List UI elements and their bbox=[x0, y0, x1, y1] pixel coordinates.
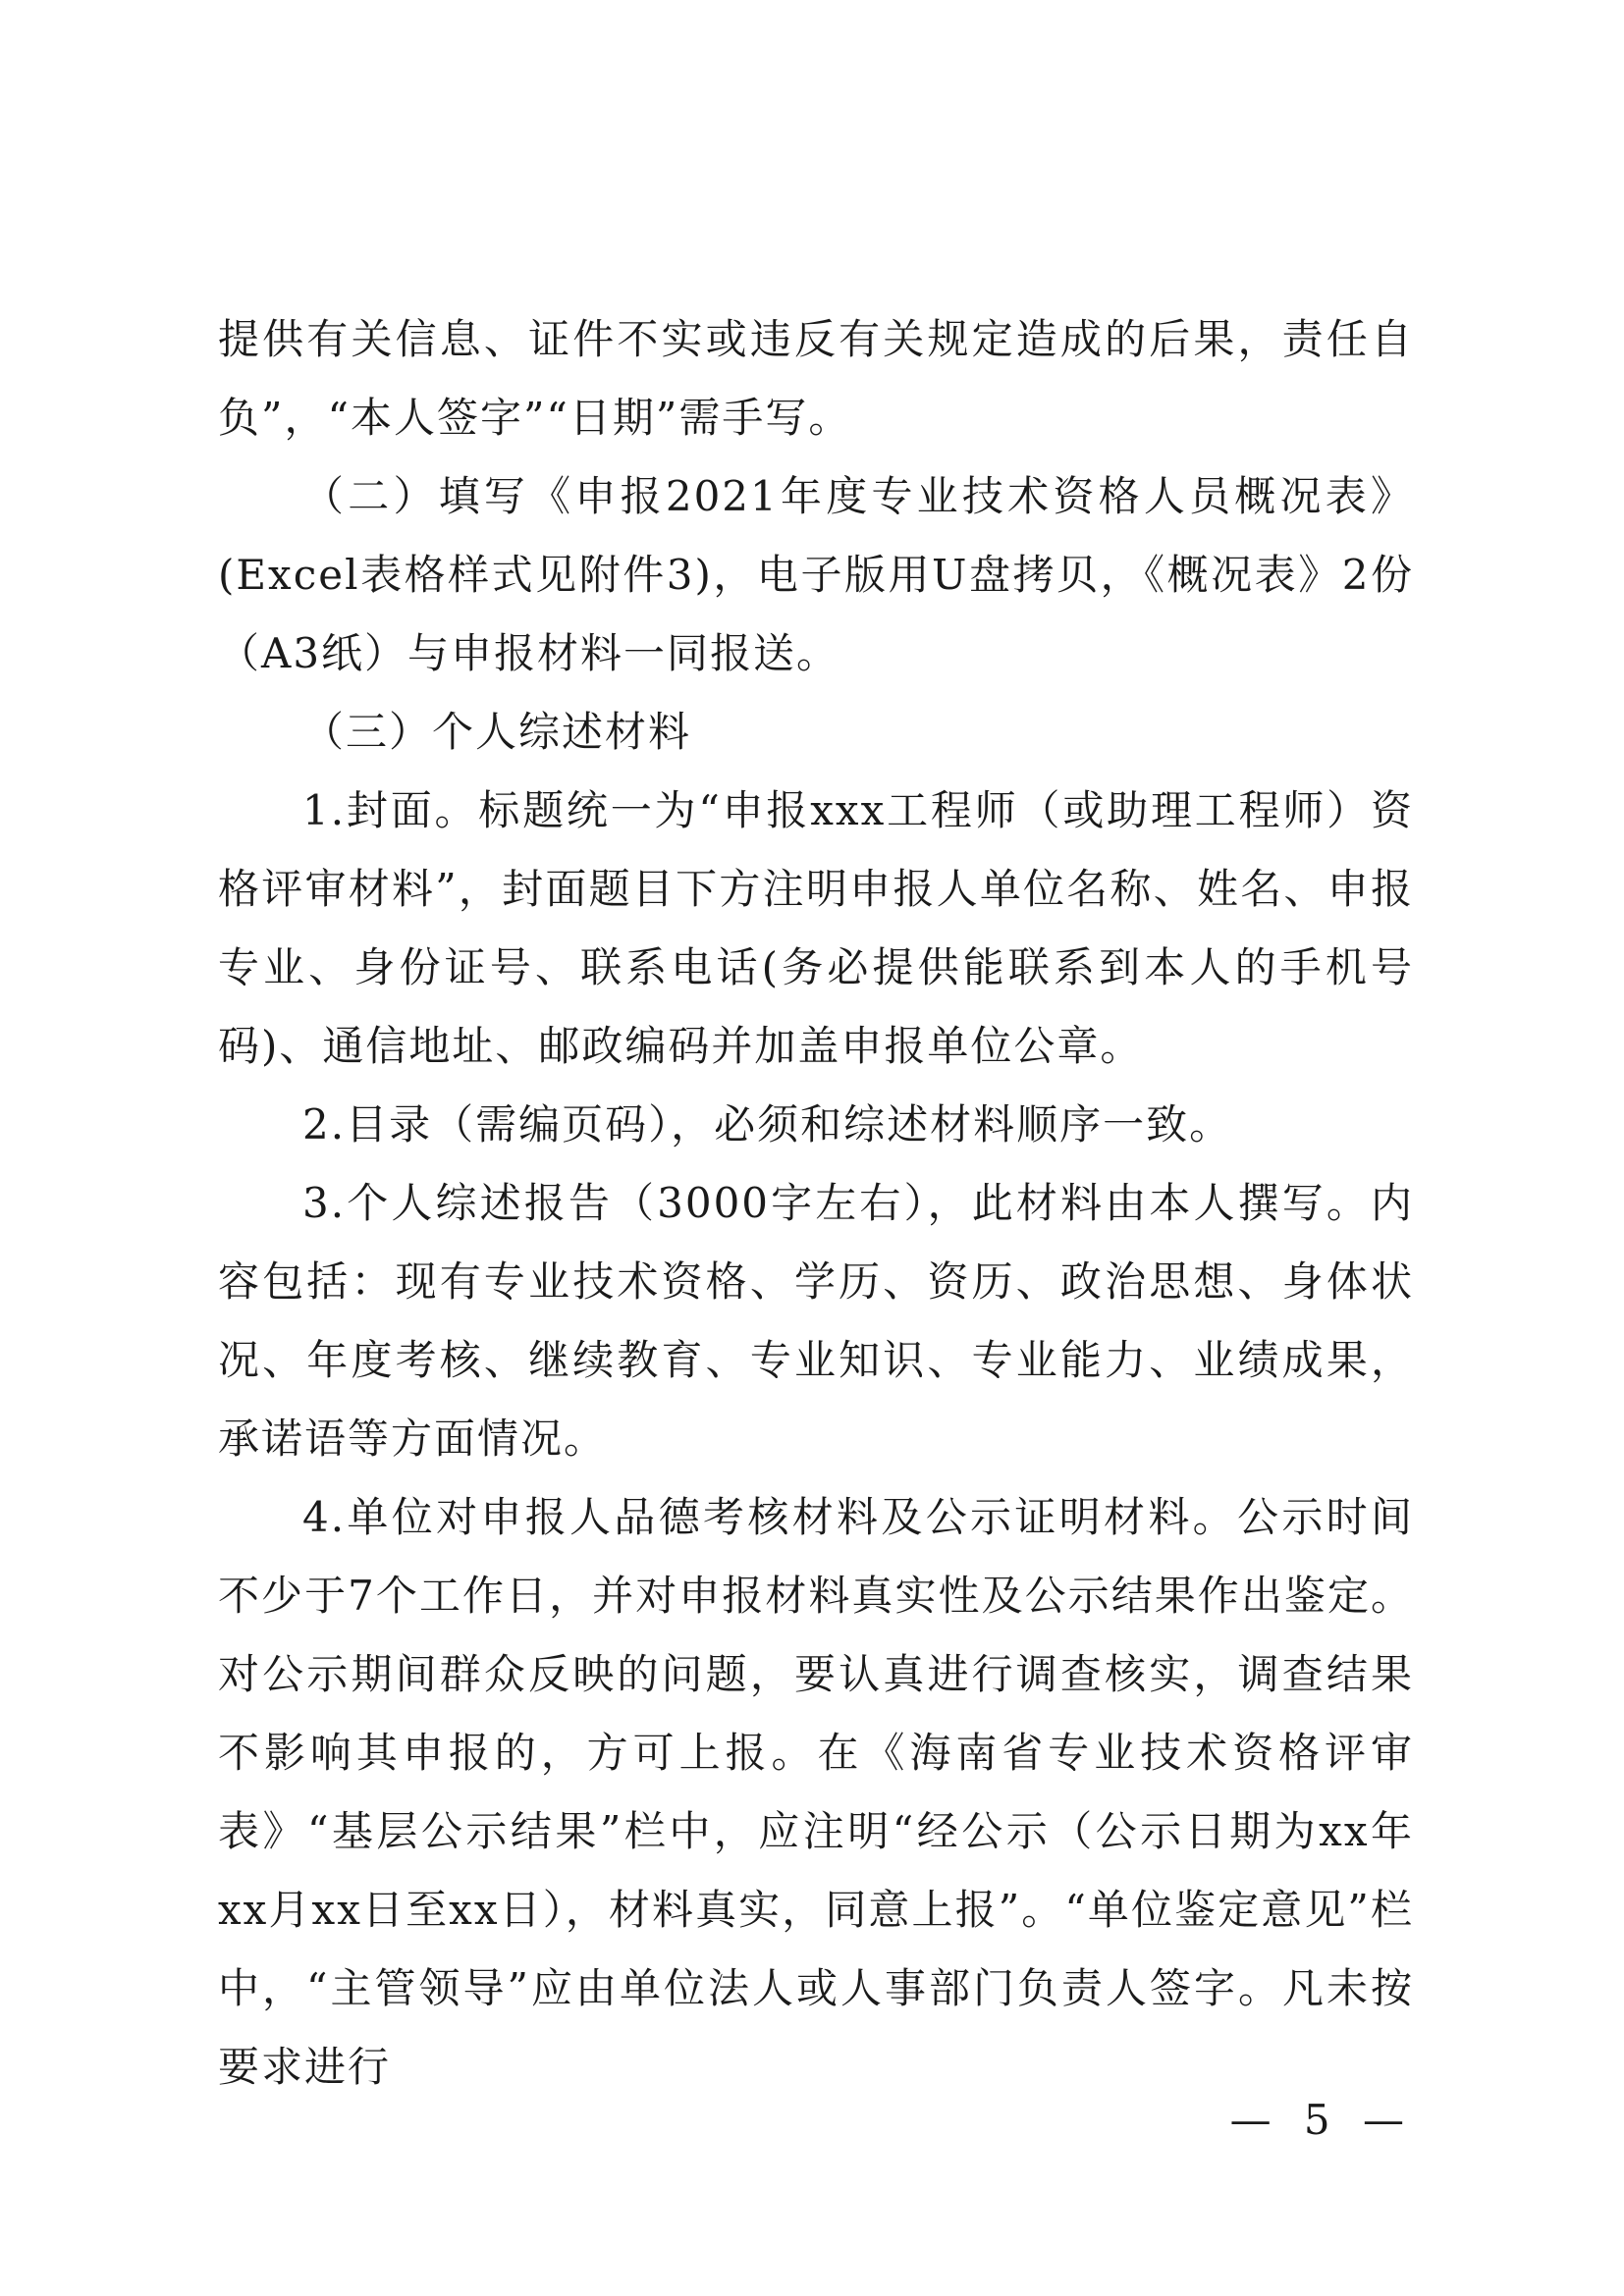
paragraph-assessment: 4.单位对申报人品德考核材料及公示证明材料。公示时间不少于7个工作日，并对申报材料真实性及公示结果作出鉴定。对公示期间群众反映的问题，要认真进行调查核实，调查结果不影响其申报的，方可上报。在《海南省专业技术资格评审表》“基层公示结果”栏中，应注明“经公示（公示日期为xx年xx月xx日至xx日），材料真实，同意上报”。“单位鉴定意见”栏中，“主管领导”应由单位法人或人事部门负责人签字。凡未按要求进行 bbox=[218, 1493, 1414, 2091]
paragraph-report: 3.个人综述报告（3000字左右），此材料由本人撰写。内容包括：现有专业技术资格、学历、资历、政治思想、身体状况、年度考核、继续教育、专业知识、专业能力、业绩成果，承诺语等方面情况。 bbox=[218, 1179, 1414, 1463]
paragraph-toc: 2.目录（需编页码），必须和综述材料顺序一致。 bbox=[302, 1100, 1233, 1148]
section-heading-3: （三）个人综述材料 bbox=[302, 708, 692, 756]
paragraph-item-2: （二）填写《申报2021年度专业技术资格人员概况表》(Excel表格样式见附件3)，电子版用U盘拷贝，《概况表》2份（A3纸）与申报材料一同报送。 bbox=[218, 472, 1414, 677]
document-body bbox=[218, 300, 1414, 2107]
paragraph-cover: 1.封面。标题统一为“申报xxx工程师（或助理工程师）资格评审材料”，封面题目下方注明申报人单位名称、姓名、申报专业、身份证号、联系电话(务必提供能联系到本人的手机号码)、通信地址、邮政编码并加盖申报单位公章。 bbox=[218, 786, 1414, 1070]
page-number: — 5 — bbox=[1229, 2096, 1414, 2144]
paragraph-continuation: 提供有关信息、证件不实或违反有关规定造成的后果，责任自负”，“本人签字”“日期”需手写。 bbox=[218, 315, 1414, 442]
